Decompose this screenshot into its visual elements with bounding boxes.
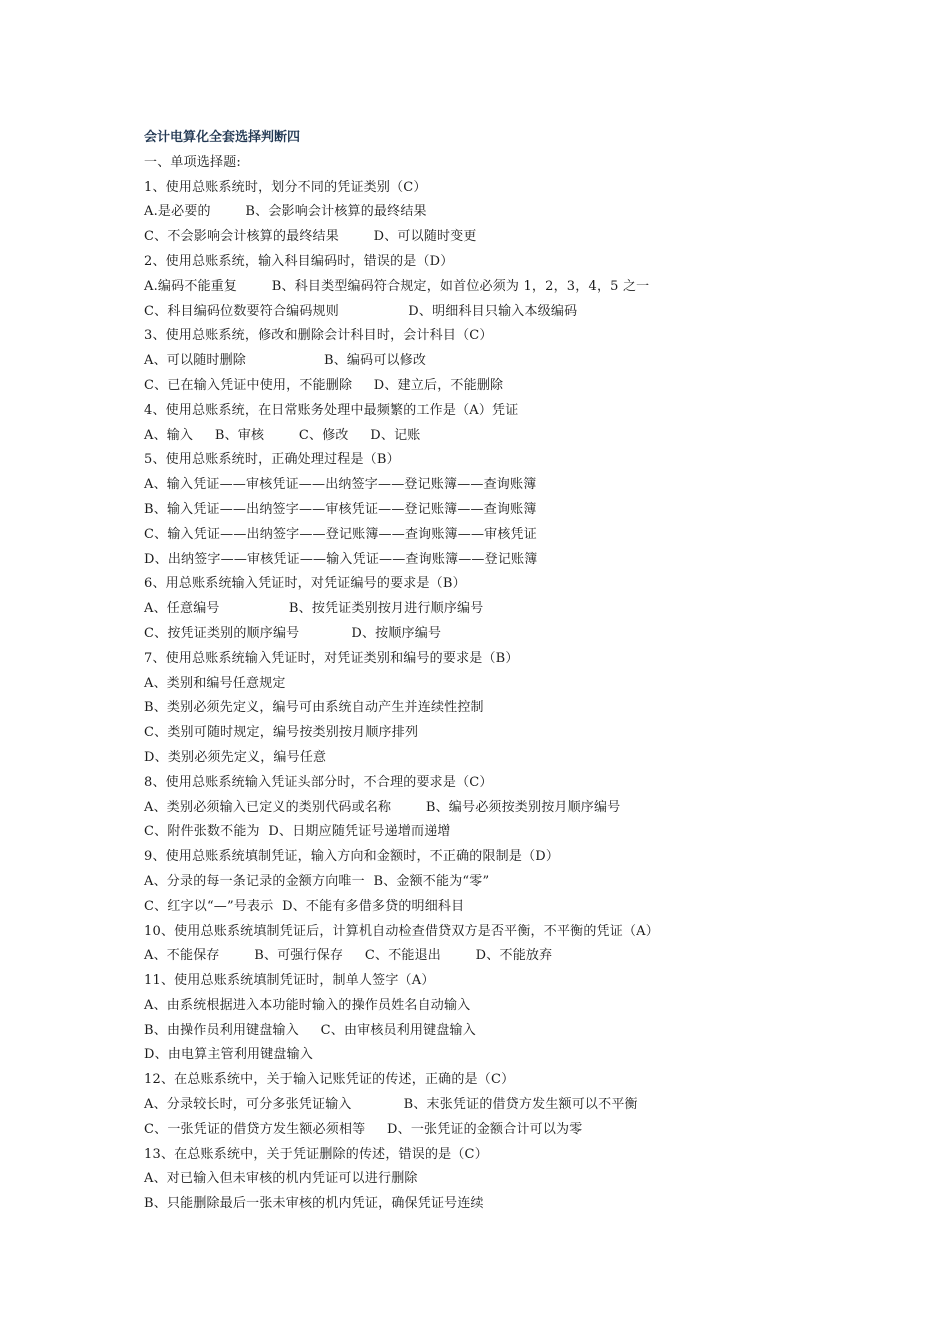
question-line: 9、使用总账系统填制凭证，输入方向和金额时，不正确的限制是（D） [144,849,560,865]
option-line: C、类别可随时规定，编号按类别按月顺序排列 [144,725,419,741]
option-line: C、一张凭证的借贷方发生额必须相等 D、一张凭证的金额合计可以为零 [144,1121,583,1137]
document-title: 会计电算化全套选择判断四 [144,130,301,145]
option-line: C、已在输入凭证中使用，不能删除 D、建立后，不能删除 [144,377,504,393]
option-line: A.编码不能重复 B、科目类型编码符合规定，如首位必须为 1，2，3，4，5 之一 [144,278,650,294]
question-line: 4、使用总账系统，在日常账务处理中最频繁的工作是（A）凭证 [144,402,519,418]
option-line: A、分录的每一条记录的金额方向唯一 B、金额不能为“零” [144,873,490,889]
document-body [144,126,844,1217]
question-line: 6、用总账系统输入凭证时，对凭证编号的要求是（B） [144,576,466,592]
option-line: A、可以随时删除 B、编码可以修改 [144,353,427,369]
option-line: A、类别和编号任意规定 [144,675,286,691]
option-line: D、由电算主管利用键盘输入 [144,1047,314,1063]
option-line: A、类别必须输入已定义的类别代码或名称 B、编号必须按类别按月顺序编号 [144,799,621,815]
question-line: 3、使用总账系统，修改和删除会计科目时，会计科目（C） [144,328,493,344]
option-line: A、对已输入但未审核的机内凭证可以进行删除 [144,1171,418,1187]
document-lines [144,151,844,1217]
option-line: A、任意编号 B、按凭证类别按月进行顺序编号 [144,601,484,617]
question-line: 12、在总账系统中，关于输入记账凭证的传述，正确的是（C） [144,1072,515,1088]
option-line: B、由操作员利用键盘输入 C、由审核员利用键盘输入 [144,1022,476,1038]
question-line: 2、使用总账系统，输入科目编码时，错误的是（D） [144,253,454,269]
option-line: A、不能保存 B、可强行保存 C、不能退出 D、不能放弃 [144,948,553,964]
option-line: C、附件张数不能为 D、日期应随凭证号递增而递增 [144,824,451,840]
option-line: A、输入 B、审核 C、修改 D、记账 [144,427,421,443]
option-line: C、不会影响会计核算的最终结果 D、可以随时变更 [144,229,477,245]
question-line: 10、使用总账系统填制凭证后，计算机自动检查借贷双方是否平衡，不平衡的凭证（A） [144,923,659,939]
option-line: D、类别必须先定义，编号任意 [144,749,327,765]
question-line: 5、使用总账系统时，正确处理过程是（B） [144,452,400,468]
option-line: D、出纳签字——审核凭证——输入凭证——查询账簿——登记账簿 [144,551,538,567]
option-line: B、类别必须先定义，编号可由系统自动产生并连续性控制 [144,700,484,716]
option-line: C、红字以“—”号表示 D、不能有多借多贷的明细科目 [144,898,465,914]
option-line: C、输入凭证——出纳签字——登记账簿——查询账簿——审核凭证 [144,526,537,542]
question-line: 13、在总账系统中，关于凭证删除的传述，错误的是（C） [144,1146,488,1162]
section-heading: 一、单项选择题: [144,154,241,170]
question-line: 11、使用总账系统填制凭证时，制单人签字（A） [144,973,435,989]
option-line: A、分录较长时，可分多张凭证输入 B、末张凭证的借贷方发生额可以不平衡 [144,1097,638,1113]
question-line: 7、使用总账系统输入凭证时，对凭证类别和编号的要求是（B） [144,650,519,666]
option-line: A、由系统根据进入本功能时输入的操作员姓名自动输入 [144,997,471,1013]
option-line: B、输入凭证——出纳签字——审核凭证——登记账簿——查询账簿 [144,501,537,517]
option-line: B、只能删除最后一张未审核的机内凭证，确保凭证号连续 [144,1196,484,1212]
option-line: A.是必要的 B、会影响会计核算的最终结果 [144,204,427,220]
option-line: C、按凭证类别的顺序编号 D、按顺序编号 [144,625,442,641]
option-line: A、输入凭证——审核凭证——出纳签字——登记账簿——查询账簿 [144,477,537,493]
option-line: C、科目编码位数要符合编码规则 D、明细科目只输入本级编码 [144,303,578,319]
question-line: 8、使用总账系统输入凭证头部分时，不合理的要求是（C） [144,774,493,790]
question-line: 1、使用总账系统时，划分不同的凭证类别（C） [144,179,427,195]
